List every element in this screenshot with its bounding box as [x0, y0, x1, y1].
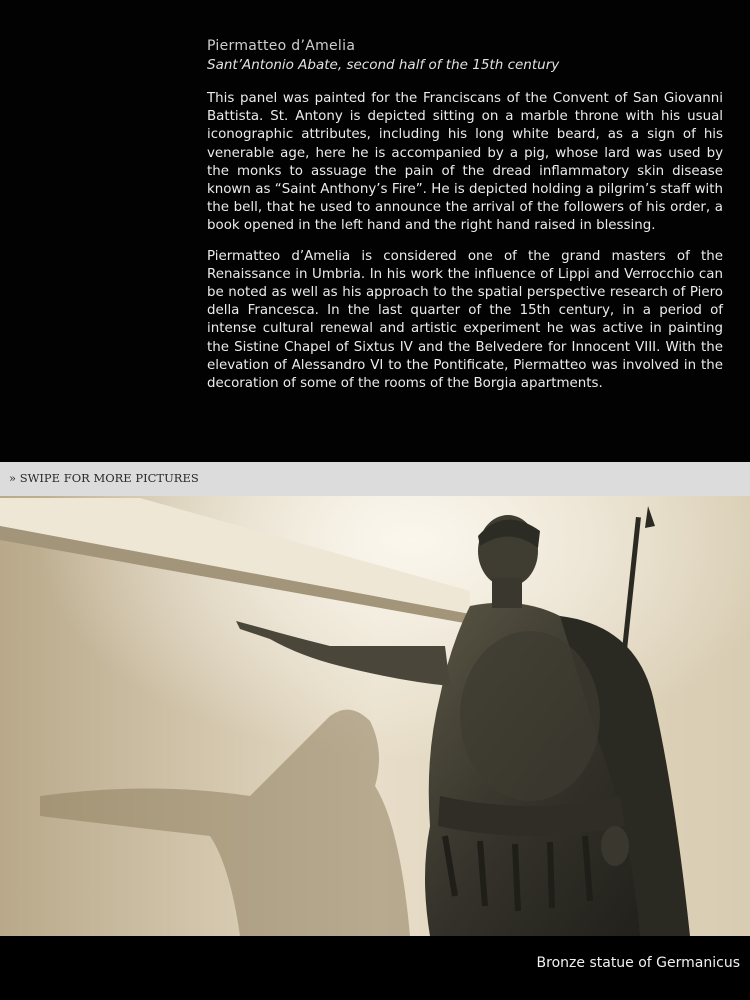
- article-text: [207, 38, 723, 393]
- paragraph-description: This panel was painted for the Franciscans of the Convent of San Giovanni Battista. St. Antony is depicted sitting on a marble throne with his usual iconographic attributes, including his long white beard, as a sign of his venerable age, here he is accompanied by a pig, whose lard was used by the monks to assuage the pain of the dread inflammatory skin disease known as “Saint Anthony’s Fire”. He is depicted holding a pilgrim’s staff with the bell, that he used to announce the arrival of the followers of his order, a book opened in the left hand and the right hand raised in blessing.: [207, 91, 723, 234]
- statue-image: [0, 496, 750, 936]
- artist-name: Piermatteo d’Amelia: [207, 38, 356, 54]
- paragraph-biography: Piermatteo d’Amelia is considered one of the grand masters of the Renaissance in Umbria. In his work the influence of Lippi and Verrocchio can be noted as well as his approach to the spatial perspective research of Piero della Francesca. In the last quarter of the 15th century, in a period of intense cultural renewal and artistic experiment he was active in painting the Sistine Chapel of Sixtus IV and the Belvedere for Innocent VIII. With the elevation of Alessandro VI to the Pontificate, Piermatteo was involved in the decoration of some of the rooms of the Borgia apartments.: [207, 248, 723, 392]
- swipe-bar[interactable]: [0, 462, 750, 496]
- artwork-title: Sant’Antonio Abate, second half of the 15th century: [207, 57, 560, 73]
- caption-bar: [0, 936, 750, 1000]
- swipe-label[interactable]: » SWIPE FOR MORE PICTURES: [9, 471, 199, 485]
- photo-caption: Bronze statue of Germanicus: [536, 955, 740, 971]
- gallery-photo[interactable]: [0, 496, 750, 936]
